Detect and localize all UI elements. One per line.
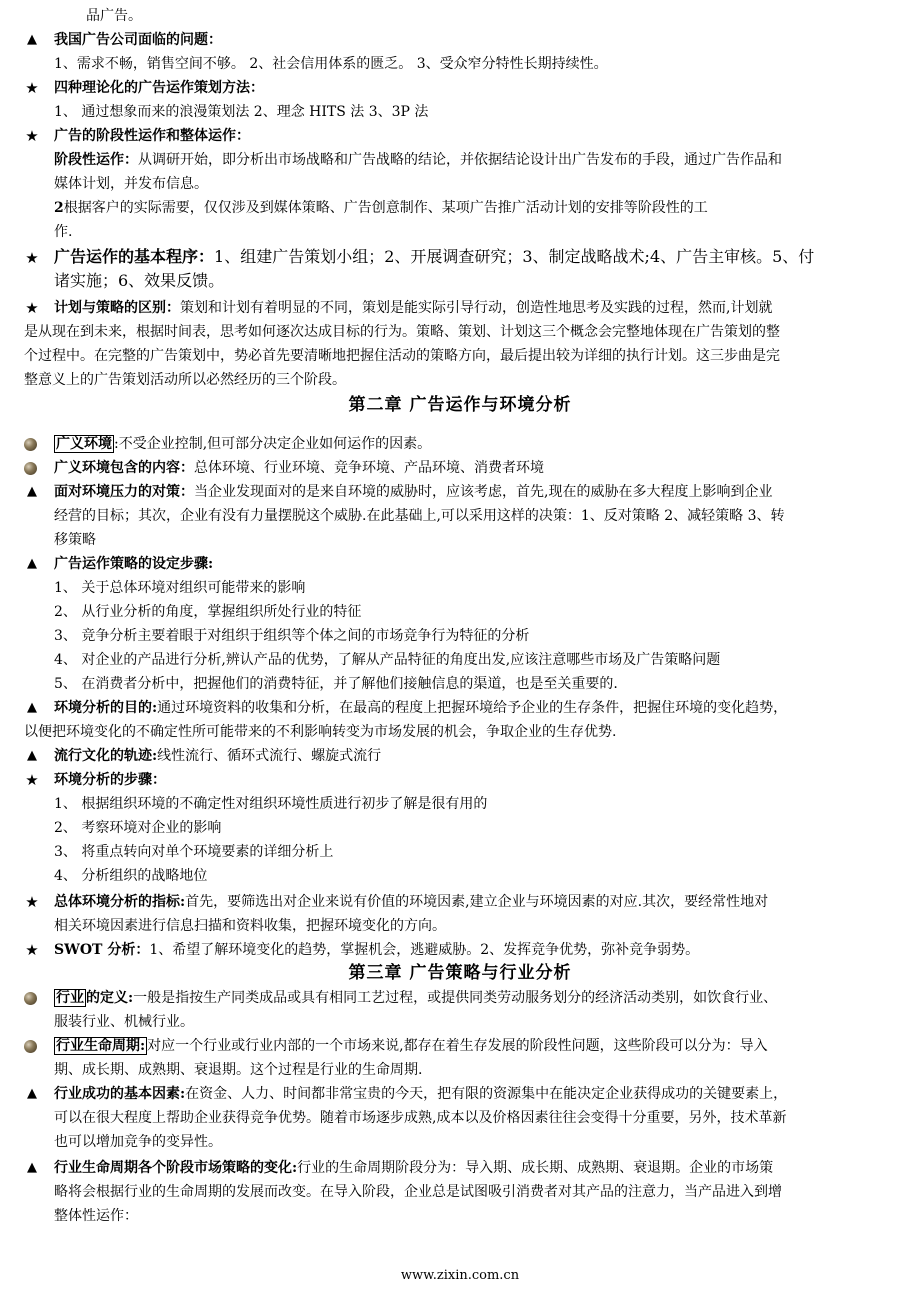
star-bullet-icon: ★ — [25, 299, 39, 317]
text-line: 环境分析的目的:通过环境资料的收集和分析，在最高的程度上把握环境给予企业的生存条件，把握住环境的变化趋势， — [54, 700, 788, 716]
text-line: 行业 的定义:一般是指按生产同类成品或具有相同工艺过程，或提供同类劳动服务划分的经济活动类别，如饮食行业、 — [56, 990, 778, 1006]
star-bullet-icon: ★ — [25, 941, 39, 959]
star-bullet-icon: ★ — [25, 893, 39, 911]
text-line: 整意义上的广告策划活动所以必然经历的三个阶段。 — [24, 372, 346, 388]
page-number: www.zixin.com.cn — [400, 1268, 520, 1283]
text-line: 广告运作的基本程序：1、组建广告策划小组；2、开展调查研究；3、制定战略战术;4、广告主审核。5、付 — [54, 247, 815, 266]
text-line: 媒体计划，并发布信息。 — [54, 176, 208, 192]
text-line: 作. — [54, 224, 73, 240]
sphere-bullet-icon — [24, 438, 37, 451]
sphere-bullet-icon — [24, 462, 37, 475]
text-line: 5、 在消费者分析中，把握他们的消费特征，并了解他们接触信息的渠道，也是至关重要的. — [54, 676, 618, 692]
text-line: 略将会根据行业的生命周期的发展而改变。在导入阶段，企业总是试图吸引消费者对其产品的注意力，当产品进入到增 — [54, 1184, 782, 1200]
sphere-bullet-icon — [24, 992, 37, 1005]
text-line: 流行文化的轨迹:线性流行、循环式流行、螺旋式流行 — [54, 748, 382, 764]
item-heading: 环境分析的目的: — [54, 700, 158, 716]
text-line: 诸实施；6、效果反馈。 — [54, 271, 225, 290]
text-line: 2、 从行业分析的角度，掌握组织所处行业的特征 — [54, 604, 362, 620]
item-heading: 环境分析的步骤： — [54, 772, 166, 788]
triangle-bullet-icon: ▲ — [27, 1086, 37, 1101]
triangle-bullet-icon: ▲ — [27, 748, 37, 763]
text-line: 总体环境分析的指标:首先，要筛选出对企业来说有价值的环境因素,建立企业与环境因素的对应.其次，要经常性地对 — [54, 894, 769, 910]
item-heading: 面对环境压力的对策： — [54, 484, 194, 500]
item-heading: 广告的阶段性运作和整体运作： — [54, 128, 250, 144]
text-line: 是从现在到未来，根据时间表，思考如何逐次达成目标的行为。策略、策划、计划这三个概念会完整地体现在广告策划的整 — [24, 324, 780, 340]
item-heading: 行业生命周期各个阶段市场策略的变化: — [54, 1160, 298, 1176]
triangle-bullet-icon: ▲ — [27, 484, 37, 499]
term-box: 行业生命周期: — [56, 1038, 146, 1054]
text-line: 也可以增加竞争的变异性。 — [54, 1134, 222, 1150]
chapter-title: 第三章 广告策略与行业分析 — [348, 963, 572, 983]
triangle-bullet-icon: ▲ — [27, 32, 37, 47]
item-heading: 广义环境包含的内容： — [54, 460, 194, 476]
text-line: 阶段性运作：从调研开始，即分析出市场战略和广告战略的结论，并依据结论设计出广告发布的手段，通过广告作品和 — [54, 152, 782, 168]
text-line: 广义环境 :不受企业控制,但可部分决定企业如何运作的因素。 — [56, 436, 432, 452]
text-line: 行业成功的基本因素:在资金、人力、时间都非常宝贵的今天，把有限的资源集中在能决定企业获得成功的关键要素上， — [54, 1086, 788, 1102]
triangle-bullet-icon: ▲ — [27, 1160, 37, 1175]
text-line: 1、需求不畅，销售空间不够。 2、社会信用体系的匮乏。 3、受众窄分特性长期持续性。 — [54, 56, 608, 72]
text-line: 2、 考察环境对企业的影响 — [54, 820, 222, 836]
item-heading: 四种理论化的广告运作策划方法： — [54, 80, 264, 96]
text-line: 服装行业、机械行业。 — [54, 1014, 194, 1030]
text-line: 面对环境压力的对策：当企业发现面对的是来自环境的威胁时，应该考虑，首先,现在的威胁在多大程度上影响到企业 — [54, 484, 773, 500]
text-line: 经营的目标；其次，企业有没有力量摆脱这个威胁.在此基础上,可以采用这样的决策：1、反对策略 2、减轻策略 3、转 — [54, 508, 785, 524]
star-bullet-icon: ★ — [25, 249, 39, 267]
text-line: 移策略 — [54, 532, 96, 548]
chapter-title: 第二章 广告运作与环境分析 — [348, 395, 572, 415]
text-line: 3、 竞争分析主要着眼于对组织于组织等个体之间的市场竞争行为特征的分析 — [54, 628, 530, 644]
text-line: 可以在很大程度上帮助企业获得竞争优势。随着市场逐步成熟,成本以及价格因素往往会变得十分重要，另外，技术革新 — [54, 1110, 787, 1126]
star-bullet-icon: ★ — [25, 79, 39, 97]
item-heading: 计划与策略的区别： — [54, 300, 180, 316]
text-line: 行业生命周期: 对应一个行业或行业内部的一个市场来说,都存在着生存发展的阶段性问题，这些阶段可以分为：导入 — [56, 1038, 768, 1054]
text-line: 3、 将重点转向对单个环境要素的详细分析上 — [54, 844, 334, 860]
text-line: 1、 关于总体环境对组织可能带来的影响 — [54, 580, 306, 596]
text-line: 整体性运作： — [54, 1208, 138, 1224]
text-line: 2根据客户的实际需要，仅仅涉及到媒体策略、广告创意制作、某项广告推广活动计划的安排等阶段性的工 — [54, 200, 708, 216]
item-heading: 广告运作的基本程序： — [54, 247, 215, 266]
term-box: 广义环境 — [56, 436, 112, 452]
text-line: 相关环境因素进行信息扫描和资料收集，把握环境变化的方向。 — [54, 918, 446, 934]
text-line: 计划与策略的区别：策划和计划有着明显的不同，策划是能实际引导行动，创造性地思考及实践的过程，然而,计划就 — [54, 300, 773, 316]
text-line: 1、 根据组织环境的不确定性对组织环境性质进行初步了解是很有用的 — [54, 796, 488, 812]
text-line: 4、 分析组织的战略地位 — [54, 868, 208, 884]
text-line: 个过程中。在完整的广告策划中，势必首先要清晰地把握住活动的策略方向，最后提出较为详细的执行计划。这三步曲是完 — [24, 348, 780, 364]
item-heading: 广告运作策略的设定步骤: — [54, 556, 214, 572]
text-line: 行业生命周期各个阶段市场策略的变化:行业的生命周期阶段分为：导入期、成长期、成熟期、衰退期。企业的市场策 — [54, 1160, 774, 1176]
item-heading: 我国广告公司面临的问题： — [54, 32, 222, 48]
term-box: 行业 — [56, 990, 84, 1006]
text-line: 品广告。 — [86, 8, 142, 24]
text-line: 期、成长期、成熟期、衰退期。这个过程是行业的生命周期. — [54, 1062, 423, 1078]
star-bullet-icon: ★ — [25, 127, 39, 145]
item-heading: 行业成功的基本因素: — [54, 1086, 186, 1102]
text-line: SWOT 分析：1、希望了解环境变化的趋势，掌握机会，逃避威胁。2、发挥竞争优势，弥补竞争弱势。 — [54, 942, 700, 958]
text-line: 广义环境包含的内容：总体环境、行业环境、竞争环境、产品环境、消费者环境 — [54, 460, 544, 476]
sub-heading: 阶段性运作： — [54, 152, 138, 168]
item-heading: SWOT 分析： — [54, 942, 150, 958]
triangle-bullet-icon: ▲ — [27, 700, 37, 715]
text-line: 1、 通过想象而来的浪漫策划法 2、理念 HITS 法 3、3P 法 — [54, 104, 429, 120]
item-heading: 总体环境分析的指标: — [54, 894, 186, 910]
sphere-bullet-icon — [24, 1040, 37, 1053]
triangle-bullet-icon: ▲ — [27, 556, 37, 571]
star-bullet-icon: ★ — [25, 771, 39, 789]
text-line: 4、 对企业的产品进行分析,辨认产品的优势，了解从产品特征的角度出发,应该注意哪些市场及广告策略问题 — [54, 652, 721, 668]
text-line: 以便把环境变化的不确定性所可能带来的不利影响转变为市场发展的机会，争取企业的生存优势. — [24, 724, 617, 740]
sub-heading: 2 — [54, 200, 64, 216]
item-heading: 流行文化的轨迹: — [54, 748, 158, 764]
